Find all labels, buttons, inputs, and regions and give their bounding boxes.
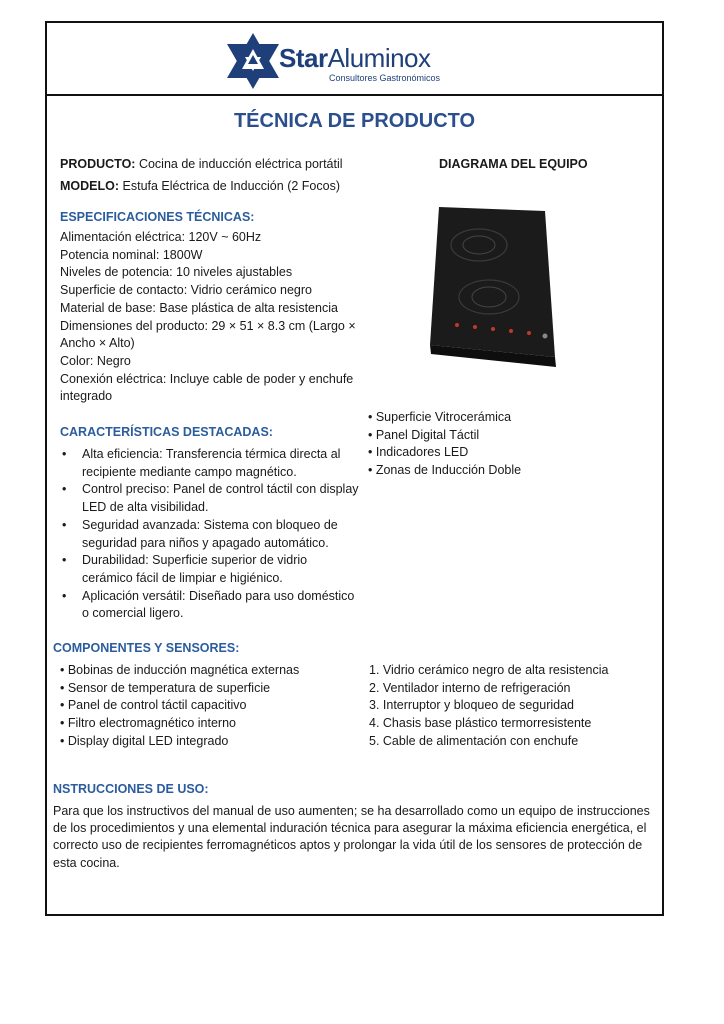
components-list	[60, 662, 299, 751]
diagram-feature-item: • Superficie Vitrocerámica	[368, 410, 512, 424]
product-value: Cocina de inducción eléctrica portátil	[138, 157, 343, 171]
component-item: • Panel de control táctil capacitivo	[60, 698, 247, 713]
component-item: • Bobinas de inducción magnética externas	[60, 663, 300, 677]
parts-list	[369, 662, 608, 751]
part-item: 2. Ventilador interno de refrigeración	[369, 680, 571, 695]
feature-item: • Alta eficiencia: Transferencia térmica directa al recipiente mediante campo magnético.	[62, 447, 341, 479]
component-item: • Filtro electromagnético interno	[60, 716, 236, 731]
components-heading: COMPONENTES Y SENSORES:	[53, 641, 240, 655]
brand-tagline: Consultores Gastronómicos	[329, 73, 441, 83]
feature-item: • Aplicación versátil: Diseñado para uso doméstico o comercial ligero.	[62, 588, 355, 621]
document-header	[47, 23, 662, 96]
product-line	[60, 157, 343, 171]
spec-item: Dimensiones del producto: 29 × 51 × 8.3 cm (Largo × Ancho × Alto)	[60, 318, 356, 351]
instructions-heading: NSTRUCCIONES DE USO:	[53, 782, 209, 796]
document-frame	[45, 21, 664, 916]
instructions-text: Para que los instructivos del manual de uso aumenten; se ha desarrollado como un equipo de instrucciones de los procedimientos y una elemental induración técnica para asegurar la máxima eficiencia energética, el correcto uso de recipientes ferromagnéticos aptos y prolongar la vida útil de los sensores de protección de esta cocina.	[53, 804, 650, 870]
diagram-feature-item: • Panel Digital Táctil	[368, 427, 480, 442]
model-line	[60, 179, 340, 193]
spec-item: Conexión eléctrica: Incluye cable de poder y enchufe integrado	[60, 371, 354, 404]
component-item: • Sensor de temperatura de superficie	[60, 680, 271, 695]
brand-name: StarAluminox	[279, 43, 431, 73]
part-item: 4. Chasis base plástico termorresistente	[369, 716, 592, 731]
features-list	[60, 446, 360, 623]
diagram-feature-item: • Zonas de Inducción Doble	[368, 463, 522, 478]
part-item: 1. Vidrio cerámico negro de alta resistencia	[369, 663, 609, 677]
feature-item: • Durabilidad: Superficie superior de vidrio cerámico fácil de limpiar e higiénico.	[62, 553, 308, 585]
spec-item: Color: Negro	[60, 353, 131, 368]
component-item: • Display digital LED integrado	[60, 733, 229, 748]
feature-item: • Seguridad avanzada: Sistema con bloqueo de seguridad para niños y apagado automático.	[62, 517, 338, 550]
diagram-feature-item: • Indicadores LED	[368, 445, 469, 460]
feature-item: • Control preciso: Panel de control táctil con display LED de alta visibilidad.	[62, 482, 359, 515]
model-label: MODELO:	[60, 179, 120, 193]
induction-cooktop-image	[427, 205, 577, 375]
part-item: 3. Interruptor y bloqueo de seguridad	[369, 698, 574, 713]
model-value: Estufa Eléctrica de Inducción (2 Focos)	[122, 179, 340, 193]
star-logo-icon	[223, 31, 283, 91]
diagram-title: DIAGRAMA DEL EQUIPO	[439, 157, 588, 171]
product-label: PRODUCTO:	[60, 157, 136, 171]
brand-logo	[223, 31, 463, 91]
spec-item: Superficie de contacto: Vidrio cerámico negro	[60, 283, 312, 298]
spec-item: Potencia nominal: 1800W	[60, 247, 203, 262]
specs-heading: ESPECIFICACIONES TÉCNICAS:	[60, 210, 255, 224]
specs-list	[60, 229, 360, 406]
spec-item: Niveles de potencia: 10 niveles ajustables	[60, 265, 293, 280]
spec-item: Material de base: Base plástica de alta resistencia	[60, 300, 338, 315]
diagram-feature-list	[368, 409, 521, 480]
spec-item: Alimentación eléctrica: 120V ~ 60Hz	[60, 230, 262, 244]
page-title: TÉCNICA DE PRODUCTO	[233, 110, 476, 132]
part-item: 5. Cable de alimentación con enchufe	[369, 733, 579, 748]
features-heading: CARACTERÍSTICAS DESTACADAS:	[60, 425, 273, 439]
